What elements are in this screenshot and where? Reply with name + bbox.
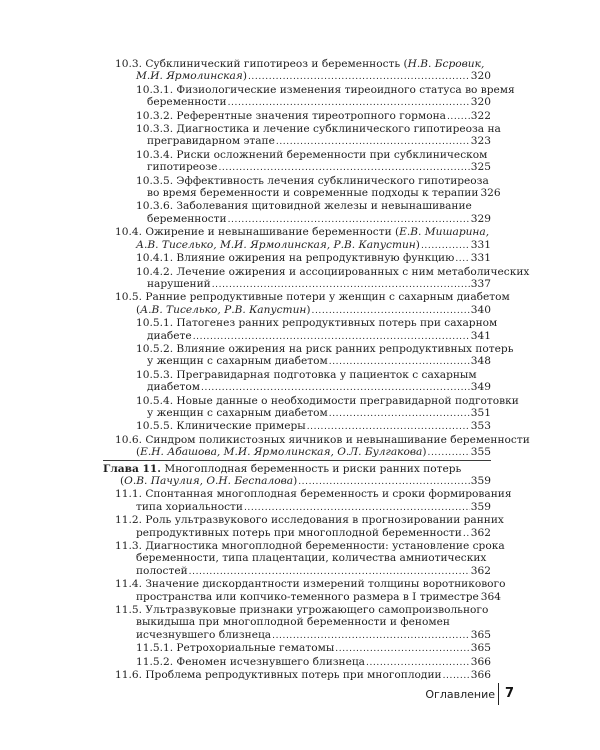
toc-entry-line-with-page [136,656,491,669]
toc-entry-text [136,149,487,161]
toc-entry-line-with-page [147,355,491,368]
toc-entry-line-with-page [147,330,491,343]
dot-leader [193,331,470,343]
toc-title-segment: 10.3.6. Заболевания щитовидной железы и невынашивание [136,200,472,213]
toc-title-segment: Многоплодная беременность и риски ранних потерь [161,462,462,475]
dot-leader [248,71,470,83]
toc-entry [0,514,600,540]
table-of-contents [0,58,600,683]
toc-entry-line [136,369,491,381]
toc-entry-text [115,540,505,552]
toc-page-number: 366 [470,669,491,682]
toc-entry [0,226,600,252]
toc-title-segment: у женщин с сахарным диабетом [147,406,328,419]
toc-authors: Н.В. Бсровик, [407,58,485,70]
toc-entry-text [147,407,328,419]
toc-entry-text [136,317,497,329]
toc-title-segment: репродуктивных потерь при многоплодной беременности [136,526,462,539]
toc-entry-text [115,669,442,681]
toc-title-segment: 10.3. Субклинический гипотиреоз и беременность ( [115,58,408,70]
toc-entry-line-with-page [136,642,491,655]
toc-page-number: 366 [470,655,491,668]
toc-entry-text [136,629,271,641]
toc-title-segment: 10.5.2. Влияние ожирения на риск ранних репродуктивных потерь [136,342,514,355]
chapter-separator-rule [103,460,491,461]
toc-entry-line-with-page [136,527,491,540]
toc-entry-text [115,488,512,500]
toc-page-number: 359 [470,475,491,487]
toc-entry-text [147,213,227,225]
toc-authors: Е.Н. Абашова, М.И. Ярмолинская, О.Л. Булгакова [140,446,423,459]
toc-page-number: 322 [470,109,491,122]
toc-entry-line-with-page [147,213,491,226]
toc-entry-line-with-page [136,110,491,123]
toc-entry [0,317,600,343]
toc-entry-text [136,123,501,135]
toc-entry [0,369,600,395]
toc-entry-line-with-page [136,446,491,459]
toc-title-segment: диабетом [147,381,201,394]
dot-leader [366,657,470,669]
toc-title-segment: прегравидарном этапе [147,135,275,148]
toc-entry-text [136,616,450,628]
toc-page-number: 331 [470,252,491,265]
toc-entry-text [147,278,211,290]
toc-entry-text [115,434,530,446]
toc-page-number: 323 [470,135,491,148]
toc-entry-line [115,578,506,591]
toc-entry-text [115,514,504,526]
toc-entry-text [136,239,420,251]
toc-entry-text [136,110,446,122]
toc-title-segment: пространства или копчико-теменного размера в I триместре [136,590,479,603]
toc-entry [0,266,600,292]
toc-entry-line [136,123,501,136]
toc-page-number: 365 [470,628,491,641]
toc-title-segment: типа хориальности [136,500,243,513]
toc-title-segment: 11.3. Диагностика многоплодной беременности: установление срока [115,540,505,553]
toc-entry-line [136,317,498,330]
toc-entry-text [136,656,365,668]
toc-entry-text [136,420,306,432]
toc-title-segment: 10.3.2. Референтные значения тиреотропного гормона [136,109,446,122]
toc-entry-text [147,161,217,173]
toc-page-number: 320 [470,96,491,109]
dot-leader [312,305,470,317]
dot-leader [335,643,469,655]
toc-entry-text [115,291,510,303]
dot-leader [218,162,469,174]
toc-entry-line-with-page [136,590,501,604]
dot-leader [189,566,470,578]
toc-entry [0,252,600,265]
toc-page-number: 355 [470,446,491,459]
toc-title-segment: ) [293,475,298,487]
footer-page-number: 7 [505,686,515,701]
toc-title-segment: 11.1. Спонтанная многоплодная беременность и сроки формирования [115,488,512,501]
toc-entry [0,604,600,642]
toc-entry-text [136,200,472,212]
toc-entry-line [115,488,512,501]
toc-entry-line-with-page [147,135,491,148]
toc-title-segment: 10.5. Ранние репродуктивные потери у женщин с сахарным диабетом [115,291,510,304]
toc-authors: О.В. Пачулия, О.Н. Беспалова [124,475,294,487]
toc-entry-text [136,369,477,381]
toc-title-segment: нарушений [147,277,211,290]
toc-title-segment: выкидыша при многоплодной беременности и феномен [136,616,450,629]
toc-entry-text [115,226,489,238]
toc-page-number: 365 [470,642,491,655]
toc-entry [0,434,600,460]
footer-section-title: Оглавление [425,688,495,701]
toc-title-segment: 10.3.3. Диагностика и лечение субклинического гипотиреоза на [136,123,501,136]
toc-entry [0,84,600,110]
toc-title-segment: беременности [147,96,227,109]
toc-entry-text [147,187,478,199]
toc-title-segment: 11.5. Ультразвуковые признаки угрожающего самопроизвольного [115,604,489,617]
toc-entry [0,175,600,201]
toc-title-segment: 11.4. Значение дискордантности измерений толщины воротникового [115,578,506,591]
dot-leader [307,421,470,433]
dot-leader [463,528,470,540]
toc-page-number: 320 [470,70,491,83]
toc-title-segment: гипотиреозе [147,161,218,174]
toc-entry-text [103,463,461,475]
toc-entry-line-with-page [136,420,491,433]
toc-title-segment: беременности, типа плацентации, количества амниотических [136,552,487,565]
toc-title-segment: ( [136,446,141,459]
toc-entry-line-with-page [136,565,491,578]
toc-title-segment: 11.5.1. Ретрохориальные гематомы [136,642,335,655]
toc-entry [0,642,600,655]
dot-leader [212,279,470,291]
toc-entry [0,540,600,578]
toc-entry-text [115,604,488,616]
toc-entry [0,291,600,317]
toc-entry [0,343,600,369]
toc-title-segment: 10.6. Синдром поликистозных яичников и невынашивание беременности [115,433,530,446]
toc-entry-line [136,200,491,212]
toc-entry-text [147,135,275,147]
toc-entry-line [115,58,491,70]
toc-entry-line [136,342,514,355]
footer-divider [498,683,499,705]
toc-authors: М.И. Ярмолинская [136,70,243,83]
dot-leader [272,630,470,642]
toc-entry-line [103,463,491,475]
toc-entry-line-with-page [136,501,491,514]
toc-entry-line-with-page [147,187,501,200]
toc-page-number: 325 [470,161,491,174]
toc-entry [0,656,600,669]
toc-entry-line [136,175,491,187]
toc-title-segment: 10.3.5. Эффективность лечения субклинического гипотиреоза [136,174,489,187]
toc-entry [0,123,600,149]
toc-title-segment: ) [242,70,247,83]
toc-title-segment: 10.3.4. Риски осложнений беременности при субклиническом [136,148,488,161]
dot-leader [443,670,470,682]
dot-leader [455,253,469,265]
toc-entry [0,578,600,604]
toc-page-number: 349 [470,381,491,394]
toc-entry-text [136,527,462,539]
toc-entry-text [115,58,484,70]
toc-title-segment: ( [136,303,141,316]
toc-title-segment: 10.5.1. Патогенез ранних репродуктивных потерь при сахарном [136,317,498,330]
toc-title-segment: ) [422,446,427,459]
toc-entry-line [136,83,515,96]
toc-entry-text [136,565,188,577]
page-footer [0,683,600,705]
toc-page-number: 351 [470,406,491,419]
toc-entry-text [136,446,427,458]
toc-entry-line-with-page [115,669,491,682]
toc-entry-line-with-page [147,161,491,174]
toc-entry-text [136,591,479,603]
toc-entry-text [115,578,506,590]
toc-entry-text [147,330,192,342]
toc-entry [0,110,600,123]
dot-leader [329,408,470,420]
toc-entry-text [136,395,519,407]
toc-entry-line-with-page [147,278,491,291]
toc-title-segment: 10.4.2. Лечение ожирения и ассоциированных с ним метаболических [136,265,530,278]
toc-page-number: 359 [470,500,491,513]
toc-title-segment: исчезнувшего близнеца [136,628,272,641]
toc-entry-text [136,343,513,355]
toc-title-segment: диабете [147,329,192,342]
toc-entry-line [115,604,491,616]
toc-title-segment: 11.5.2. Феномен исчезнувшего близнеца [136,655,365,668]
toc-title-segment: 11.6. Проблема репродуктивных потерь при многоплодии [115,669,442,682]
dot-leader [201,382,470,394]
toc-entry-text [136,266,529,278]
toc-entry-line-with-page [136,70,491,83]
toc-page-number: 362 [470,564,491,577]
toc-entry [0,58,600,84]
toc-entry-line [136,616,491,628]
toc-entry [0,395,600,421]
dot-leader [447,111,470,123]
toc-entry-line-with-page [136,304,491,317]
toc-entry-text [136,552,486,564]
toc-entry-line-with-page [120,475,491,488]
toc-title-segment: 10.5.4. Новые данные о необходимости прегравидарной подготовки [136,394,519,407]
toc-page-number: 326 [480,187,501,200]
toc-page-number: 341 [470,329,491,342]
toc-entry-line [115,226,491,238]
toc-title-segment: ) [415,238,420,251]
dot-leader [421,240,470,252]
toc-chapter-label: Глава 11. [103,462,161,475]
toc-entry [0,488,600,514]
dot-leader [228,97,470,109]
dot-leader [276,136,470,148]
toc-authors: А.В. Тиселько, М.И. Ярмолинская, Р.В. Капустин [136,238,416,251]
toc-entry-line [136,265,530,278]
toc-entry-line [115,291,510,304]
toc-entry [0,200,600,226]
toc-entry-text [136,70,247,82]
toc-entry-line-with-page [136,239,491,252]
toc-authors: А.В. Тиселько, Р.В. Капустин [140,303,307,316]
toc-page-number: 353 [470,420,491,433]
toc-entry-text [136,252,454,264]
toc-authors: Е.В. Мишарина, [399,226,490,239]
toc-entry-line-with-page [147,381,491,394]
toc-entry-line [115,514,504,527]
toc-title-segment: ( [120,475,125,487]
toc-entry-text [136,501,243,513]
dot-leader [228,214,470,226]
toc-entry-line-with-page [147,407,491,420]
toc-page-number: 331 [470,238,491,251]
toc-title-segment: во время беременности и современные подходы к терапии [147,187,479,200]
toc-title-segment: беременности [147,212,227,225]
toc-entry-text [147,381,200,393]
toc-title-segment: 10.5.5. Клинические примеры [136,420,306,433]
toc-entry-line [136,394,519,407]
dot-leader [428,447,470,459]
toc-entry-line [115,433,530,446]
toc-title-segment: полостей [136,564,188,577]
toc-title-segment: 10.3.1. Физиологические изменения тиреоидного статуса во время [136,83,515,96]
toc-entry-line [136,552,491,564]
toc-page-number: 340 [470,303,491,316]
toc-entry-text [136,84,515,96]
toc-entry-text [120,475,297,487]
toc-entry-line-with-page [136,252,491,265]
toc-entry-text [147,355,328,367]
toc-entry-line-with-page [147,96,491,109]
dot-leader [298,476,470,488]
toc-page-number: 348 [470,355,491,368]
toc-page-number: 362 [470,526,491,539]
toc-entry-line [115,540,505,553]
toc-page-number: 329 [470,212,491,225]
toc-entry-line-with-page [136,629,491,642]
toc-page-number: 364 [480,590,501,603]
toc-title-segment: 10.4. Ожирение и невынашивание беременности ( [115,226,400,239]
toc-title-segment: ) [306,303,311,316]
toc-chapter-entry [0,463,600,489]
toc-entry-text [147,96,227,108]
toc-title-segment: 10.4.1. Влияние ожирения на репродуктивную функцию [136,252,455,265]
toc-entry-text [136,642,334,654]
dot-leader [329,356,470,368]
toc-title-segment: 10.5.3. Прегравидарная подготовка у пациенток с сахарным [136,368,477,381]
toc-entry-line [136,149,491,161]
toc-entry-text [136,304,311,316]
toc-entry-text [136,175,489,187]
toc-entry [0,149,600,175]
toc-entry [0,669,600,682]
toc-title-segment: 11.2. Роль ультразвукового исследования в прогнозировании ранних [115,514,504,527]
dot-leader [244,502,470,514]
toc-entry [0,420,600,433]
toc-title-segment: у женщин с сахарным диабетом [147,355,328,368]
toc-page-number: 337 [470,277,491,290]
